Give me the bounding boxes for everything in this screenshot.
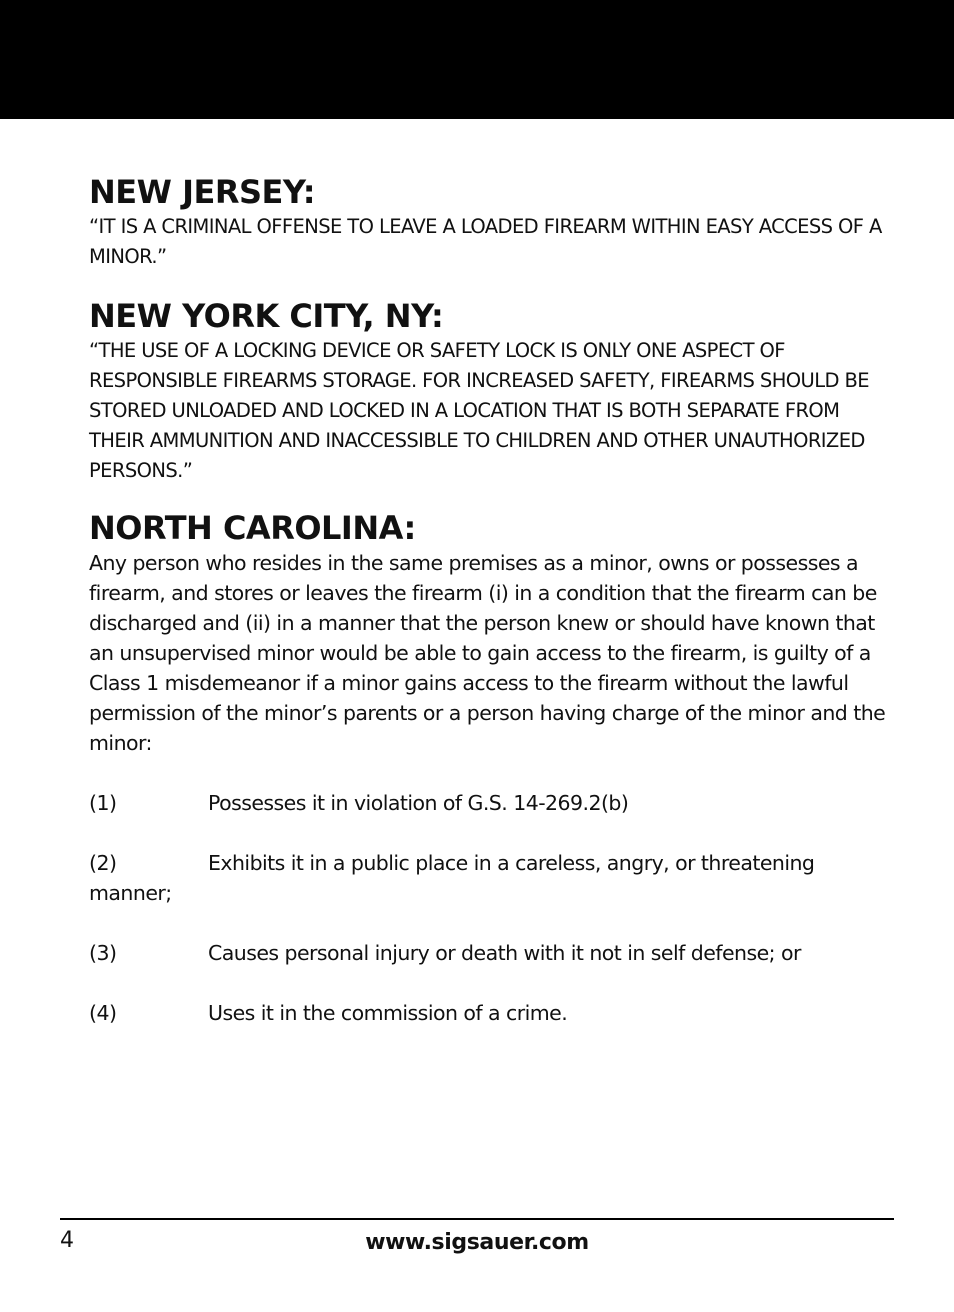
list-item-number: (4)	[89, 1001, 117, 1025]
section-north-carolina	[89, 508, 889, 1028]
section-quote: “THE USE OF A LOCKING DEVICE OR SAFETY LOCK IS ONLY ONE ASPECT OF RESPONSIBLE FIREARMS STORAGE. FOR INCREASED SAFETY, FIREARMS SHOULD BE STORED UNLOADED AND LOCKED IN A LOCATION THAT IS BOTH SEPARATE FROM THEIR AMMUNITION AND INACCESSIBLE TO CHILDREN AND OTHER UNAUTHORIZED PERSONS.”	[89, 339, 869, 482]
footer-website-link[interactable]: www.sigsauer.com	[365, 1230, 589, 1255]
list-item-number: (1)	[89, 791, 117, 815]
page-content	[89, 172, 889, 1058]
list-item-text: Exhibits it in a public place in a careless, angry, or threatening manner;	[89, 851, 815, 905]
list-item	[89, 998, 889, 1028]
list-item-text: Possesses it in violation of G.S. 14-269.2(b)	[208, 791, 629, 815]
list-item	[89, 788, 889, 818]
condition-list	[89, 788, 889, 1028]
list-item-text: Causes personal injury or death with it not in self defense; or	[208, 941, 801, 965]
list-item	[89, 848, 889, 908]
section-heading: NEW YORK CITY, NY:	[89, 297, 444, 335]
page-number: 4	[60, 1228, 74, 1253]
list-item-number: (3)	[89, 941, 117, 965]
footer-divider	[60, 1218, 894, 1220]
list-item-text: Uses it in the commission of a crime.	[208, 1001, 568, 1025]
section-quote: “IT IS A CRIMINAL OFFENSE TO LEAVE A LOADED FIREARM WITHIN EASY ACCESS OF A MINOR.”	[89, 215, 882, 268]
list-item	[89, 938, 889, 968]
section-new-jersey	[89, 172, 889, 272]
section-body: Any person who resides in the same premises as a minor, owns or possesses a firearm, and stores or leaves the firearm (i) in a condition that the firearm can be discharged and (ii) in a manner that the person knew or should have known that an unsupervised minor would be able to gain access to the firearm, is guilty of a Class 1 misdemeanor if a minor gains access to the firearm without the lawful permission of the minor’s parents or a person having charge of the minor and the minor:	[89, 551, 886, 755]
section-heading: NORTH CAROLINA:	[89, 509, 416, 547]
section-new-york-city	[89, 296, 889, 486]
header-bar	[0, 0, 954, 119]
list-item-number: (2)	[89, 851, 117, 875]
section-heading: NEW JERSEY:	[89, 173, 316, 211]
